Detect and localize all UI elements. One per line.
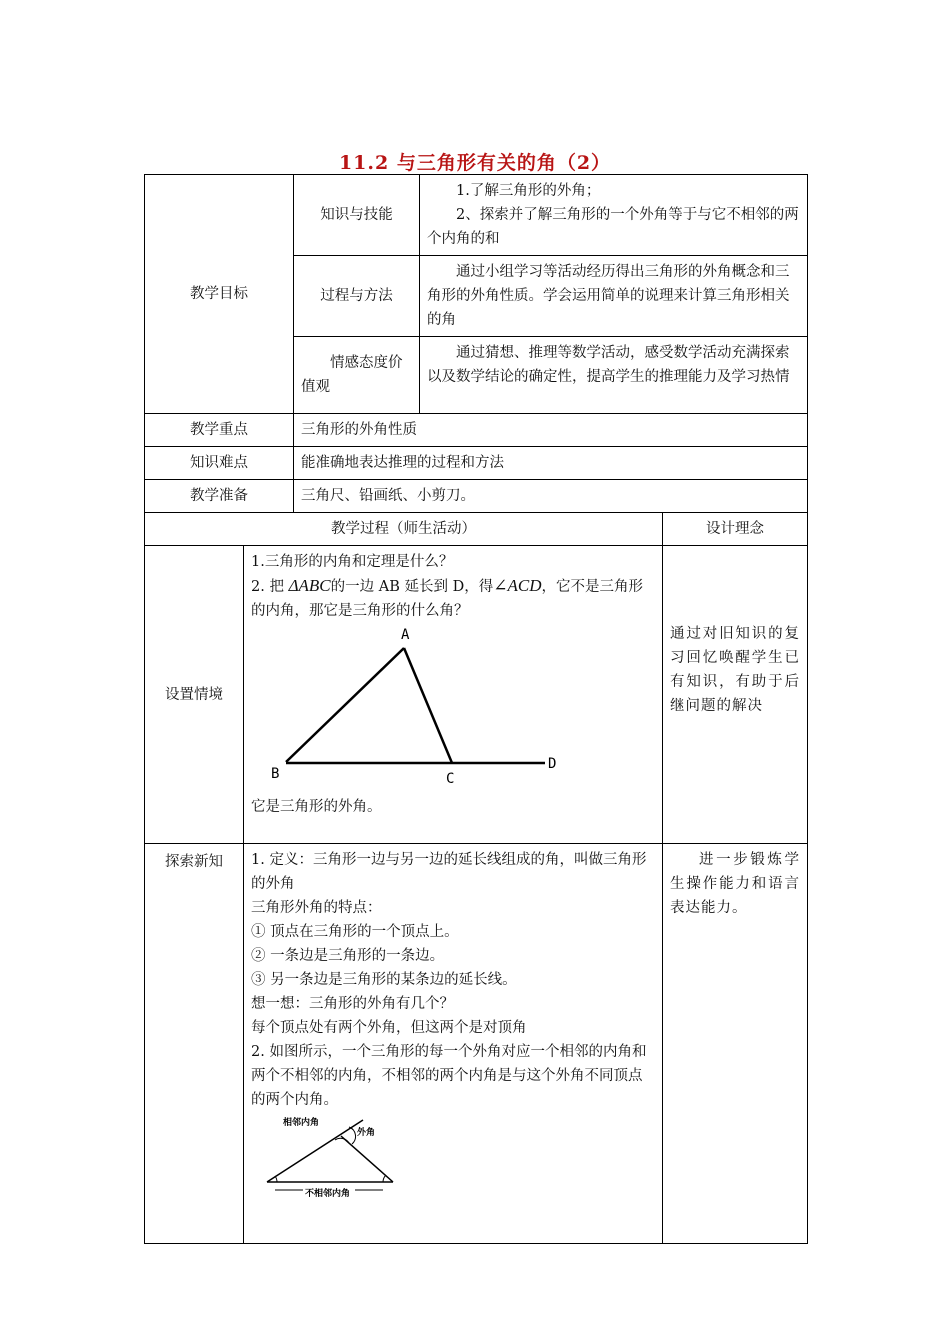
objective-content-process xyxy=(420,256,808,337)
section1-content xyxy=(244,546,663,844)
objective-category-attitude xyxy=(294,337,420,414)
right-angle-arc xyxy=(383,1175,386,1182)
lesson-plan-table xyxy=(144,174,808,1244)
feature-1: ① 顶点在三角形的一个顶点上。 xyxy=(251,924,459,940)
difficulty-label: 知识难点 xyxy=(145,447,294,480)
exterior-angle-arc xyxy=(349,1127,356,1144)
adjacent-angle-arc xyxy=(335,1138,349,1143)
definition-line: 1. 定义：三角形一边与另一边的延长线组成的角，叫做三角形的外角 xyxy=(251,852,647,892)
objectives-label: 教学目标 xyxy=(145,175,294,414)
preparation-value: 三角尺、铅画纸、小剪刀。 xyxy=(294,480,808,513)
objective-category-knowledge: 知识与技能 xyxy=(294,175,420,256)
think-question: 想一想：三角形的外角有几个？ xyxy=(251,996,454,1012)
process-header: 教学过程（师生活动） xyxy=(145,513,663,546)
objective-line: 2、探索并了解三角形的一个外角等于与它不相邻的两个内角的和 xyxy=(427,207,799,247)
objective-content-knowledge xyxy=(420,175,808,256)
triangle-abc-symbol: ΔABC xyxy=(288,576,331,595)
non-adjacent-angle-label: 不相邻内角 xyxy=(305,1189,351,1199)
label-c: C xyxy=(446,771,455,787)
objective-category-text: 情感态度价值观 xyxy=(301,355,403,395)
question-2-prefix: 2. 把 xyxy=(251,579,284,595)
feature-3: ③ 另一条边是三角形的某条边的延长线。 xyxy=(251,972,517,988)
page-title: 11.2 与三角形有关的角（2） xyxy=(338,152,612,174)
preparation-label: 教学准备 xyxy=(145,480,294,513)
section1-label: 设置情境 xyxy=(145,546,244,844)
side-ac xyxy=(404,648,452,763)
extended-side xyxy=(267,1120,363,1182)
think-answer: 每个顶点处有两个外角，但这两个是对顶角 xyxy=(251,1020,527,1036)
features-title: 三角形外角的特点： xyxy=(251,900,382,916)
section1-answer: 它是三角形的外角。 xyxy=(251,799,382,815)
section2-content xyxy=(244,844,663,1244)
feature-2: ② 一条边是三角形的一条边。 xyxy=(251,948,445,964)
side-ab xyxy=(286,648,404,762)
explanation-2: 2. 如图所示，一个三角形的每一个外角对应一个相邻的内角和两个不相邻的内角，不相邻的两个内角是与这个外角不同顶点的两个内角。 xyxy=(251,1044,647,1108)
section2-label: 探索新知 xyxy=(145,844,244,1244)
question-2-suffix: ，它不是三角形的内角，那它是三角形的什么角？ xyxy=(251,579,643,619)
adjacent-angle-figure xyxy=(255,1116,445,1212)
section1-concept-text: 通过对旧知识的复习回忆唤醒学生已有知识，有助于后继问题的解决 xyxy=(670,626,801,714)
question-2-middle: 的一边 AB 延长到 D，得 xyxy=(330,579,494,595)
label-b: B xyxy=(271,766,280,782)
question-2 xyxy=(251,574,655,623)
section2-concept xyxy=(663,844,808,1244)
section1-concept xyxy=(663,546,808,844)
angle-acd-symbol: ∠ACD xyxy=(493,576,542,595)
objective-category-process: 过程与方法 xyxy=(294,256,420,337)
objective-line: 1.了解三角形的外角； xyxy=(456,183,601,199)
label-d: D xyxy=(548,756,557,772)
adjacent-angle-label: 相邻内角 xyxy=(283,1118,320,1128)
difficulty-value: 能准确地表达推理的过程和方法 xyxy=(294,447,808,480)
triangle-exterior-angle-figure xyxy=(251,623,571,789)
objective-content-attitude xyxy=(420,337,808,414)
left-angle-arc xyxy=(275,1176,277,1182)
key-point-value: 三角形的外角性质 xyxy=(294,414,808,447)
question-1: 1.三角形的内角和定理是什么？ xyxy=(251,554,454,570)
objective-line: 通过猜想、推理等数学活动，感受数学活动充满探索以及数学结论的确定性，提高学生的推理能力及学习热情 xyxy=(427,345,790,385)
section2-concept-text: 进一步锻炼学生操作能力和语言表达能力。 xyxy=(670,852,801,916)
label-a: A xyxy=(401,627,410,643)
concept-header: 设计理念 xyxy=(663,513,808,546)
objective-line: 通过小组学习等活动经历得出三角形的外角概念和三角形的外角性质。学会运用简单的说理来计算三角形相关的角 xyxy=(427,264,790,328)
exterior-angle-label: 外角 xyxy=(357,1128,376,1138)
key-point-label: 教学重点 xyxy=(145,414,294,447)
